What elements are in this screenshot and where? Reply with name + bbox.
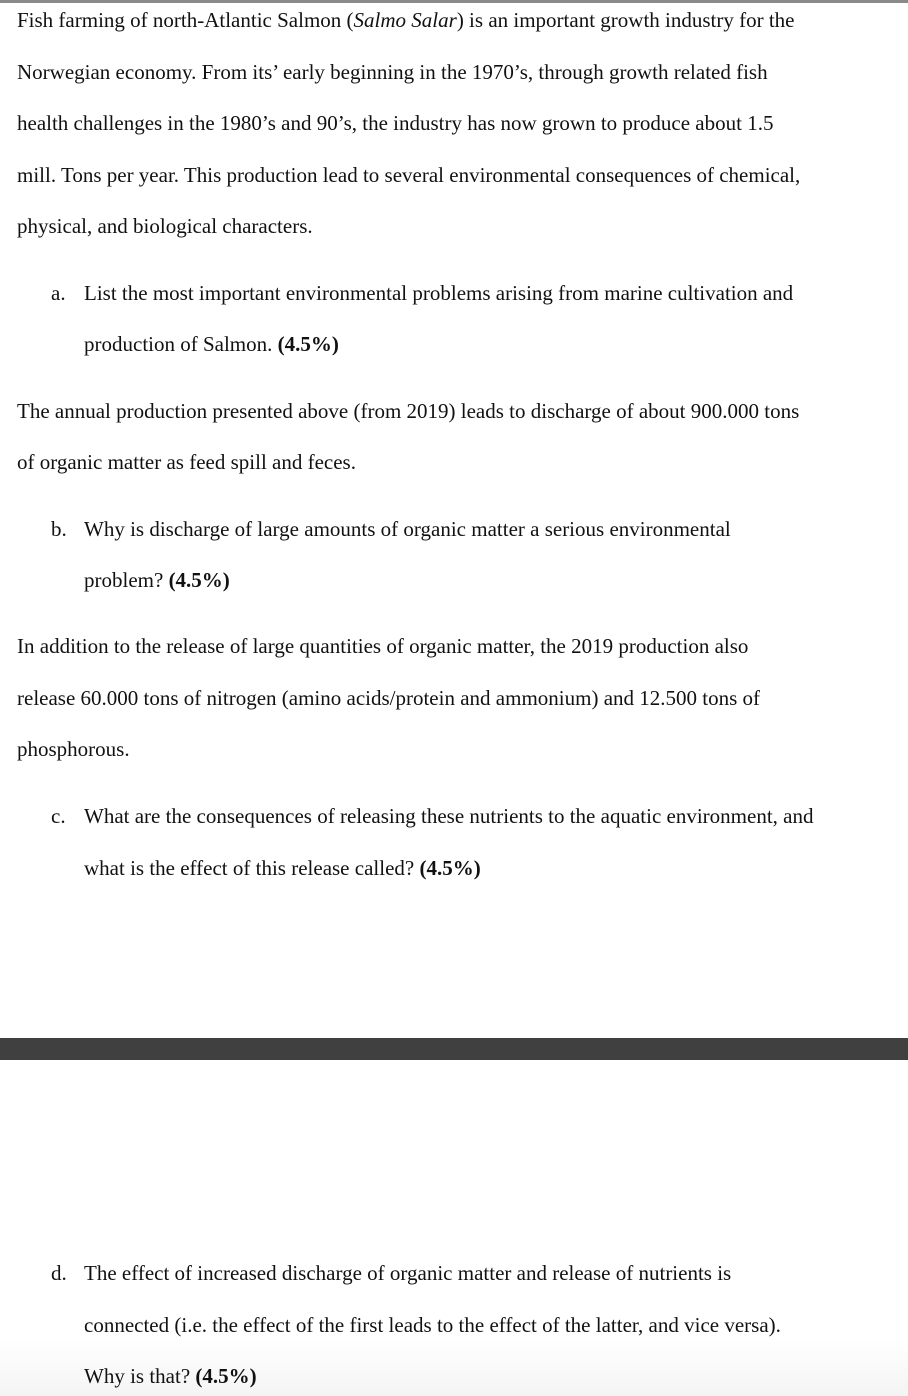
para2-line-1: The annual production presented above (from 2019) leads to discharge of about 900.000 tons <box>17 399 800 423</box>
question-b-line-1 <box>51 517 731 541</box>
question-d-line-2: connected (i.e. the effect of the first leads to the effect of the latter, and vice versa). <box>84 1313 781 1337</box>
intro-line-4: mill. Tons per year. This production lead to several environmental consequences of chemical, <box>17 163 801 187</box>
question-weight: (4.5%) <box>168 568 230 592</box>
text: Why is discharge of large amounts of organic matter a serious environmental <box>84 517 731 541</box>
text: ) is an important growth industry for the <box>456 8 795 32</box>
question-d-line-1 <box>51 1261 731 1285</box>
text: Fish farming of north-Atlantic Salmon ( <box>17 8 354 32</box>
text: problem? <box>84 568 169 592</box>
text: Why is that? <box>84 1364 196 1388</box>
para2-line-2: of organic matter as feed spill and feces. <box>17 450 356 474</box>
question-weight: (4.5%) <box>419 856 481 880</box>
list-marker: b. <box>51 517 67 541</box>
intro-line-5: physical, and biological characters. <box>17 214 313 238</box>
list-marker: a. <box>51 281 66 305</box>
intro-line-1 <box>17 8 795 32</box>
question-c-line-1 <box>51 804 813 828</box>
para3-line-1: In addition to the release of large quantities of organic matter, the 2019 production also <box>17 634 749 658</box>
para3-line-3: phosphorous. <box>17 737 130 761</box>
list-marker: c. <box>51 804 66 828</box>
text: List the most important environmental problems arising from marine cultivation and <box>84 281 794 305</box>
top-border <box>0 0 908 3</box>
text: what is the effect of this release called? <box>84 856 420 880</box>
page-break-bar <box>0 1038 908 1060</box>
list-marker: d. <box>51 1261 67 1285</box>
text: What are the consequences of releasing these nutrients to the aquatic environment, and <box>84 804 814 828</box>
para3-line-2: release 60.000 tons of nitrogen (amino acids/protein and ammonium) and 12.500 tons of <box>17 686 761 710</box>
question-d-line-3 <box>84 1364 257 1388</box>
intro-line-2: Norwegian economy. From its’ early beginning in the 1970’s, through growth related fish <box>17 60 768 84</box>
question-c-line-2 <box>84 856 481 880</box>
question-weight: (4.5%) <box>195 1364 257 1388</box>
question-a-line-2 <box>84 332 339 356</box>
question-b-line-2 <box>84 568 230 592</box>
species-name: Salmo Salar <box>353 8 457 32</box>
text: production of Salmon. <box>84 332 278 356</box>
text: The effect of increased discharge of organic matter and release of nutrients is <box>84 1261 732 1285</box>
question-weight: (4.5%) <box>277 332 339 356</box>
question-a-line-1 <box>51 281 793 305</box>
intro-line-3: health challenges in the 1980’s and 90’s, the industry has now grown to produce about 1.5 <box>17 111 774 135</box>
